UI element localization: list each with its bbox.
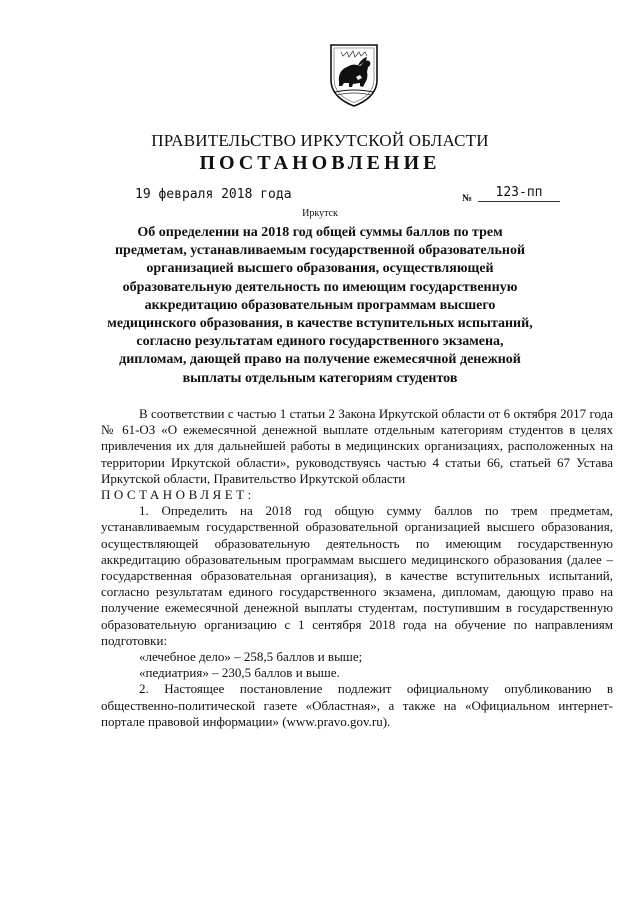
- item-1-b: «педиатрия» – 230,5 баллов и выше.: [139, 665, 340, 681]
- item-2-paragraph: 2. Настоящее постановление подлежит официальному опубликованию в общественно-политической газете «Областная», а также на «Официальном интернет-портале правовой информации» (www.pravo.gov.ru).: [101, 681, 613, 729]
- document-date: 19 февраля 2018 года: [135, 187, 292, 202]
- preamble-paragraph: В соответствии с частью 1 статьи 2 Закона Иркутской области от 6 октября 2017 года № 61-ОЗ «О ежемесячной денежной выплате отдельным категориям студентов в целях привлечения их для дальнейшей работы в медицинских организациях, расположенных на территории Иркутской области», руководствуясь частью 4 статьи 66, статьей 67 Устава Иркутской области, Правительство Иркутской области: [101, 406, 613, 486]
- number-sign: №: [462, 193, 473, 204]
- city: Иркутск: [302, 208, 338, 219]
- document-type: ПОСТАНОВЛЕНИЕ: [199, 152, 441, 174]
- government-title: ПРАВИТЕЛЬСТВО ИРКУТСКОЙ ОБЛАСТИ: [151, 131, 489, 150]
- document-body: [101, 406, 613, 730]
- resolves-heading: ПОСТАНОВЛЯЕТ:: [101, 487, 255, 503]
- irkutsk-coat-of-arms-icon: [327, 42, 381, 108]
- document-number: 123-пп: [478, 185, 560, 202]
- item-1-a: «лечебное дело» – 258,5 баллов и выше;: [139, 649, 363, 665]
- document-subject: Об определении на 2018 год общей суммы баллов по трем предметам, устанавливаемым государственной образовательной организацией высшего образования, осуществляющей образовательную деятельность по имеющим государственную аккредитацию образовательным программам высшего медицинского образования, в качестве вступительных испытаний, согласно результатам единого государственного экзамена, дипломам, дающей право на получение ежемесячной денежной выплаты отдельным категориям студентов: [107, 225, 533, 386]
- item-1-paragraph: 1. Определить на 2018 год общую сумму баллов по трем предметам, устанавливаемым государственной образовательной организацией высшего образования, осуществляющей образовательную деятельность по имеющим государственную аккредитацию образовательным программам высшего медицинского образования (далее – государственная образовательная организация), в качестве вступительных испытаний, согласно результатам единого государственного экзамена, дипломам, дающую право на получение ежемесячной денежной выплаты студентам, поступившим в государственную образовательную организацию с 1 сентября 2018 года на обучение по направлениям подготовки:: [101, 503, 613, 648]
